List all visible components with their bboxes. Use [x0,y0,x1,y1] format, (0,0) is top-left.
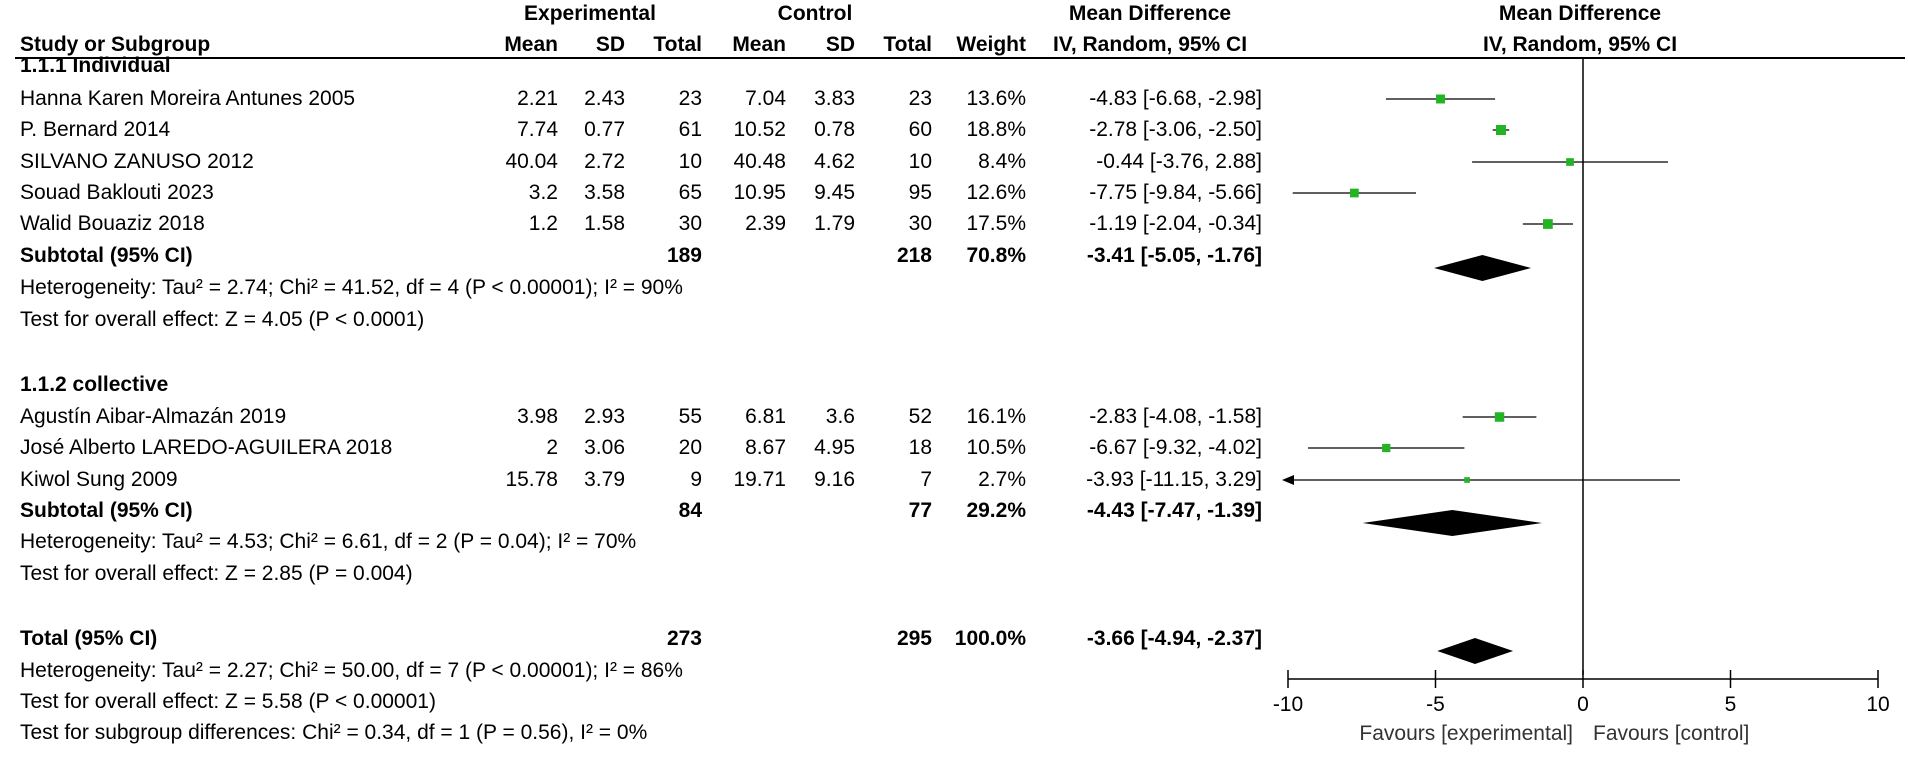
study-c-total: 10 [908,150,932,173]
study-c-mean: 8.67 [745,436,786,459]
study-point-marker [1543,219,1553,229]
study-e-mean: 2 [546,436,558,459]
subtotal-exp-total: 84 [678,499,702,522]
study-e-sd: 2.93 [584,405,625,428]
study-c-total: 60 [908,118,932,141]
x-tick-label: 0 [1577,693,1589,716]
summary-diamond [1437,638,1513,664]
favours-experimental-label: Favours [experimental] [1359,722,1573,745]
ctl-sd-header: SD [825,33,855,56]
study-c-total: 7 [920,468,932,491]
study-name: SILVANO ZANUSO 2012 [20,150,254,173]
exp-sd-header: SD [595,33,625,56]
study-weight: 10.5% [966,436,1026,459]
study-ci: -2.78 [-3.06, -2.50] [1089,118,1262,141]
study-e-sd: 1.58 [584,212,625,235]
study-e-sd: 3.06 [584,436,625,459]
study-c-sd: 1.79 [814,212,855,235]
study-name: Agustín Aibar-Almazán 2019 [20,405,287,428]
heterogeneity-text: Heterogeneity: Tau² = 4.53; Chi² = 6.61, df = 2 (P = 0.04); I² = 70% [20,530,637,553]
study-e-total: 9 [690,468,702,491]
study-c-sd: 3.6 [825,405,855,428]
study-point-marker [1496,125,1506,135]
study-point-marker [1382,444,1390,452]
study-e-mean: 40.04 [505,150,558,173]
total-weight: 100.0% [954,627,1026,650]
overall-effect-text: Test for overall effect: Z = 4.05 (P < 0.0001) [20,308,425,331]
subtotal-weight: 70.8% [966,244,1026,267]
study-weight: 2.7% [978,468,1026,491]
study-ci: -6.67 [-9.32, -4.02] [1089,436,1262,459]
study-c-mean: 10.52 [733,118,786,141]
study-c-total: 18 [908,436,932,459]
study-e-total: 30 [678,212,702,235]
study-c-sd: 3.83 [814,87,855,110]
subtotal-ci: -3.41 [-5.05, -1.76] [1086,244,1262,267]
study-name: Walid Bouaziz 2018 [20,212,205,235]
study-e-total: 55 [678,405,702,428]
mean-difference-plot-header: Mean Difference [1498,2,1662,25]
favours-control-label: Favours [control] [1593,722,1750,745]
ci-arrow-left [1282,475,1294,485]
study-weight: 17.5% [966,212,1026,235]
study-e-mean: 7.74 [517,118,558,141]
weight-header: Weight [956,33,1026,56]
mean-difference-header: Mean Difference [1068,2,1232,25]
x-tick-label: -10 [1272,693,1304,716]
summary-diamond [1434,255,1531,281]
study-name: Kiwol Sung 2009 [20,468,178,491]
study-c-total: 30 [908,212,932,235]
heterogeneity-text: Heterogeneity: Tau² = 2.74; Chi² = 41.52, df = 4 (P < 0.00001); I² = 90% [20,276,683,299]
study-c-sd: 9.45 [814,181,855,204]
study-weight: 16.1% [966,405,1026,428]
study-e-sd: 3.58 [584,181,625,204]
study-e-total: 10 [678,150,702,173]
x-tick-label: 10 [1866,693,1890,716]
study-point-marker [1436,95,1445,104]
study-point-marker [1566,158,1574,166]
study-e-total: 65 [678,181,702,204]
study-c-total: 52 [908,405,932,428]
study-e-sd: 3.79 [584,468,625,491]
study-ci: -2.83 [-4.08, -1.58] [1089,405,1262,428]
subgroup-title: 1.1.2 collective [20,373,169,396]
study-e-total: 20 [678,436,702,459]
study-e-mean: 3.98 [517,405,558,428]
study-ci: -4.83 [-6.68, -2.98] [1089,87,1262,110]
study-c-sd: 0.78 [814,118,855,141]
study-c-mean: 7.04 [745,87,786,110]
ctl-total-header: Total [883,33,932,56]
total-ci: -3.66 [-4.94, -2.37] [1086,627,1262,650]
study-c-total: 23 [908,87,932,110]
total-label: Total (95% CI) [20,627,158,650]
study-c-sd: 9.16 [814,468,855,491]
study-e-mean: 1.2 [528,212,558,235]
study-name: P. Bernard 2014 [20,118,171,141]
subgroup-title: 1.1.1 Individual [20,54,171,77]
study-point-marker [1464,477,1470,483]
control-group-header: Control [777,2,853,25]
study-e-total: 61 [678,118,702,141]
study-e-sd: 2.72 [584,150,625,173]
study-e-mean: 3.2 [528,181,558,204]
study-e-sd: 0.77 [584,118,625,141]
study-c-mean: 6.81 [745,405,786,428]
study-c-mean: 40.48 [733,150,786,173]
method-plot-header: IV, Random, 95% CI [1482,33,1678,56]
method-header: IV, Random, 95% CI [1052,33,1248,56]
subgroup-differences-text: Test for subgroup differences: Chi² = 0.34, df = 1 (P = 0.56), I² = 0% [20,721,648,744]
study-e-mean: 2.21 [517,87,558,110]
x-tick-label: -5 [1426,693,1445,716]
total-overall-effect-text: Test for overall effect: Z = 5.58 (P < 0.00001) [20,690,436,713]
study-ci: -1.19 [-2.04, -0.34] [1089,212,1262,235]
subtotal-label: Subtotal (95% CI) [20,244,193,267]
ctl-mean-header: Mean [732,33,786,56]
subtotal-ctl-total: 77 [908,499,932,522]
study-ci: -0.44 [-3.76, 2.88] [1096,150,1262,173]
study-weight: 8.4% [978,150,1026,173]
subtotal-ci: -4.43 [-7.47, -1.39] [1086,499,1262,522]
study-c-mean: 2.39 [745,212,786,235]
total-exp-total: 273 [666,627,702,650]
study-e-total: 23 [678,87,702,110]
experimental-group-header: Experimental [524,2,656,25]
study-e-mean: 15.78 [505,468,558,491]
study-point-marker [1350,189,1359,198]
x-tick-label: 5 [1724,693,1737,716]
study-c-mean: 10.95 [733,181,786,204]
subtotal-exp-total: 189 [666,244,702,267]
exp-mean-header: Mean [504,33,558,56]
summary-diamond [1363,510,1542,536]
study-weight: 18.8% [966,118,1026,141]
study-c-mean: 19.71 [733,468,786,491]
study-c-total: 95 [908,181,932,204]
study-name: Hanna Karen Moreira Antunes 2005 [20,87,356,110]
study-e-sd: 2.43 [584,87,625,110]
overall-effect-text: Test for overall effect: Z = 2.85 (P = 0.004) [20,562,413,585]
study-weight: 13.6% [966,87,1026,110]
study-name: Souad Baklouti 2023 [20,181,214,204]
study-name: José Alberto LAREDO-AGUILERA 2018 [20,436,393,459]
study-c-sd: 4.95 [814,436,855,459]
subtotal-weight: 29.2% [966,499,1026,522]
study-point-marker [1495,412,1504,421]
subtotal-label: Subtotal (95% CI) [20,499,193,522]
study-column-header: Study or Subgroup [20,33,211,56]
total-ctl-total: 295 [896,627,932,650]
study-ci: -7.75 [-9.84, -5.66] [1089,181,1262,204]
subtotal-ctl-total: 218 [896,244,932,267]
total-heterogeneity-text: Heterogeneity: Tau² = 2.27; Chi² = 50.00, df = 7 (P < 0.00001); I² = 86% [20,659,683,682]
study-ci: -3.93 [-11.15, 3.29] [1086,468,1262,491]
study-c-sd: 4.62 [814,150,855,173]
exp-total-header: Total [653,33,702,56]
study-weight: 12.6% [966,181,1026,204]
